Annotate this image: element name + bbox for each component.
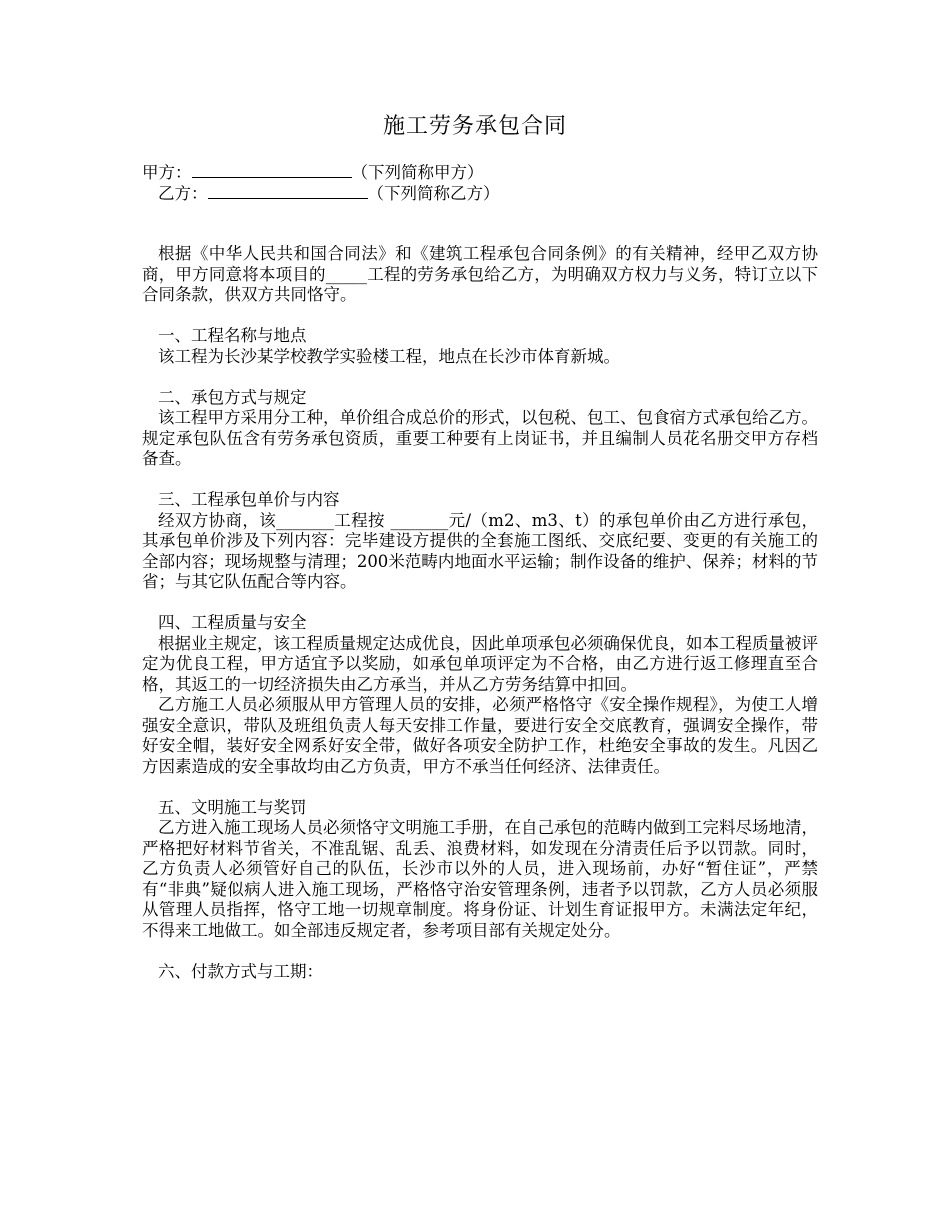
document-title: 施工劳务承包合同 xyxy=(382,114,567,139)
preamble-paragraph: 根据《中华人民共和国合同法》和《建筑工程承包合同条例》的有关精神，经甲乙双方协商，甲方同意将本项目的_____工程的劳务承包给乙方，为明确双方权力与义务，特订立以下合同条款，供双方共同恪守。 xyxy=(142,244,818,304)
party-b-note: （下列简称乙方） xyxy=(367,183,500,203)
section-heading: 二、承包方式与规定 xyxy=(158,387,307,407)
party-a-blank xyxy=(192,162,352,178)
party-b-label: 乙方： xyxy=(158,183,208,203)
section-heading: 六、付款方式与工期： xyxy=(158,961,323,981)
spacer xyxy=(142,224,818,245)
party-a-label: 甲方： xyxy=(142,163,192,182)
section-heading: 三、工程承包单价与内容 xyxy=(158,490,340,509)
party-a-note: （下列简称甲方） xyxy=(351,163,484,182)
party-a-line xyxy=(142,162,818,183)
section-heading: 四、工程质量与安全 xyxy=(158,613,307,632)
party-b-line xyxy=(142,183,818,204)
spacer xyxy=(142,593,818,614)
sections-container xyxy=(142,306,818,983)
section-heading: 五、文明施工与奖罚 xyxy=(158,797,307,817)
spacer xyxy=(142,306,818,327)
document-body xyxy=(142,162,818,982)
section-heading: 一、工程名称与地点 xyxy=(158,326,307,345)
spacer xyxy=(142,470,818,491)
section-paragraph: 乙方进入施工现场人员必须恪守文明施工手册，在自己承包的范畴内做到工完料尽场地清，严格把好材料节省关，不准乱锯、乱丢、浪费材料，如发现在分清责任后予以罚款。同时，乙方负责人必须管好自己的队伍，长沙市以外的人员，进入现场前，办好“暂住证”，严禁有“非典”疑似病人进入施工现场，严格恪守治安管理条例，违者予以罚款，乙方人员必须服从管理人员指挥，恪守工地一切规章制度。将身份证、计划生育证报甲方。未满法定年纪，不得来工地做工。如全部违反规定者，参考项目部有关规定处分。 xyxy=(142,818,818,940)
section-paragraph: 根据业主规定，该工程质量规定达成优良，因此单项承包必须确保优良，如本工程质量被评定为优良工程，甲方适宜予以奖励，如承包单项评定为不合格，由乙方进行返工修理直至合格，其返工的一切经济损失由乙方承当，并从乙方劳务结算中扣回。 xyxy=(142,633,818,694)
section-paragraph: 乙方施工人员必须服从甲方管理人员的安排，必须严格恪守《安全操作规程》，为使工人增强安全意识，带队及班组负责人每天安排工作量，要进行安全交底教育，强调安全操作，带好安全帽，装好安全网系好安全带，做好各项安全防护工作，杜绝安全事故的发生。凡因乙方因素造成的安全事故均由乙方负责，甲方不承当任何经济、法律责任。 xyxy=(142,695,818,776)
section-paragraph: 该工程为长沙某学校教学实验楼工程，地点在长沙市体育新城。 xyxy=(158,346,620,366)
section-paragraph: 经双方协商，该_______工程按 _______元/（m2、m3、t）的承包单价由乙方进行承包，其承包单价涉及下列内容：完毕建设方提供的全套施工图纸、交底纪要、变更的有关施工的全部内容；现场规整与清理；200米范畴内地面水平运输；制作设备的维护、保养；材料的节省；与其它队伍配合等内容。 xyxy=(142,510,818,591)
spacer xyxy=(142,777,818,798)
spacer xyxy=(142,367,818,388)
spacer xyxy=(142,203,818,224)
spacer xyxy=(142,941,818,962)
party-b-blank xyxy=(208,183,368,199)
section-paragraph: 该工程甲方采用分工种，单价组合成总价的形式，以包税、包工、包食宿方式承包给乙方。规定承包队伍含有劳务承包资质，重要工种要有上岗证书，并且编制人员花名册交甲方存档备查。 xyxy=(142,408,818,468)
